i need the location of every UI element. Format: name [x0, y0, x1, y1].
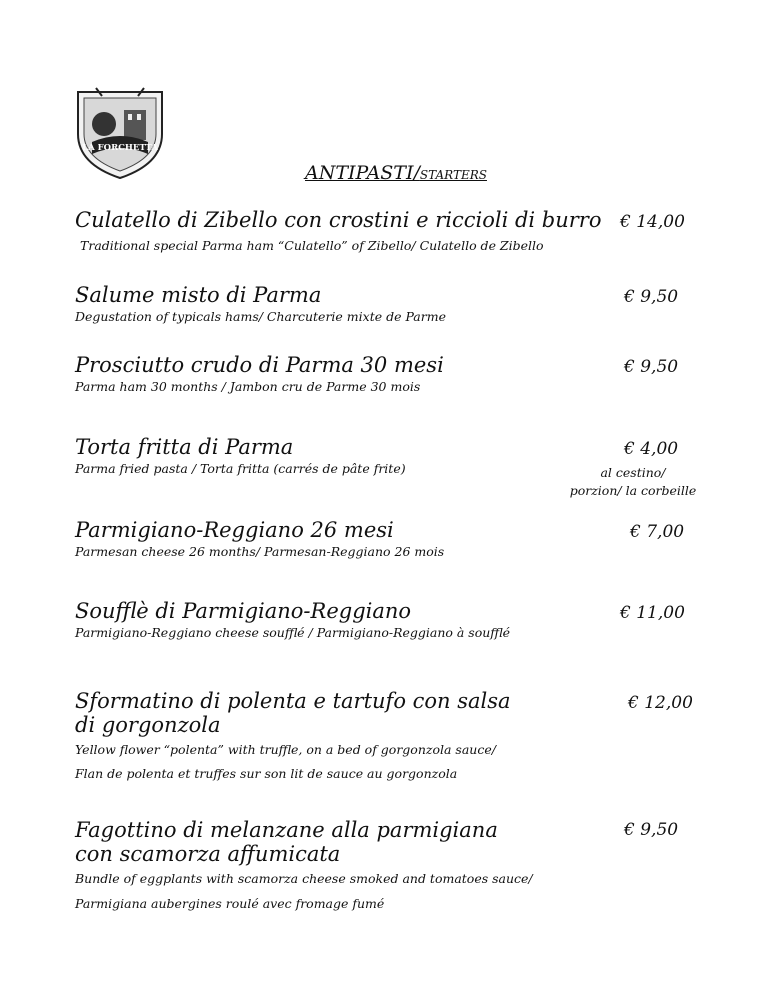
la-forchetta-crest-logo	[72, 84, 168, 180]
item-name: Prosciutto crudo di Parma 30 mesi	[75, 353, 444, 377]
item-price: € 11,00	[620, 603, 685, 623]
item-price: € 12,00	[628, 693, 693, 713]
item-description: Parma fried pasta / Torta fritta (carrés de pâte frite)	[75, 461, 406, 476]
item-description: Yellow flower “polenta” with truffle, on a bed of gorgonzola sauce/	[75, 742, 496, 757]
item-price: € 14,00	[620, 212, 685, 232]
item-description: Parmesan cheese 26 months/ Parmesan-Reggiano 26 mois	[75, 544, 445, 559]
item-name: Salume misto di Parma	[75, 283, 322, 307]
item-name-line-2: di gorgonzola	[75, 713, 221, 737]
note-line: al cestino/	[600, 465, 666, 480]
item-price: € 9,50	[624, 287, 679, 307]
item-name: Fagottino di melanzane alla parmigiana	[75, 818, 498, 842]
item-price: € 4,00	[624, 439, 679, 459]
note-line: porzion/ la corbeille	[569, 483, 697, 498]
item-name: Torta fritta di Parma	[75, 435, 294, 459]
heading-italian: ANTIPASTI/	[305, 162, 420, 184]
item-name: Sformatino di polenta e tartufo con salsa	[75, 689, 511, 713]
item-name: Soufflè di Parmigiano-Reggiano	[75, 599, 412, 623]
item-description: Degustation of typicals hams/ Charcuterie mixte de Parme	[75, 309, 446, 324]
section-heading	[305, 162, 487, 184]
item-description-line-2: Parmigiana aubergines roulé avec fromage fumé	[75, 896, 385, 911]
item-description: Parmigiano-Reggiano cheese soufflé / Parmigiano-Reggiano à soufflé	[75, 625, 511, 640]
item-price: € 7,00	[630, 522, 685, 542]
item-price: € 9,50	[624, 357, 679, 377]
svg-text:LA FORCHETTA: LA FORCHETTA	[82, 143, 158, 153]
item-description: Parma ham 30 months / Jambon cru de Parme 30 mois	[75, 379, 421, 394]
item-name-line-2: con scamorza affumicata	[75, 842, 341, 866]
item-price: € 9,50	[624, 820, 679, 840]
item-note	[566, 464, 700, 500]
item-description: Bundle of eggplants with scamorza cheese smoked and tomatoes sauce/	[75, 871, 533, 886]
item-description-line-2: Flan de polenta et truffes sur son lit de sauce au gorgonzola	[75, 766, 458, 781]
heading-english: STARTERS	[419, 168, 487, 182]
item-description: Traditional special Parma ham “Culatello” of Zibello/ Culatello de Zibello	[80, 238, 544, 253]
item-name: Parmigiano-Reggiano 26 mesi	[75, 518, 394, 542]
item-name: Culatello di Zibello con crostini e riccioli di burro	[75, 208, 602, 232]
